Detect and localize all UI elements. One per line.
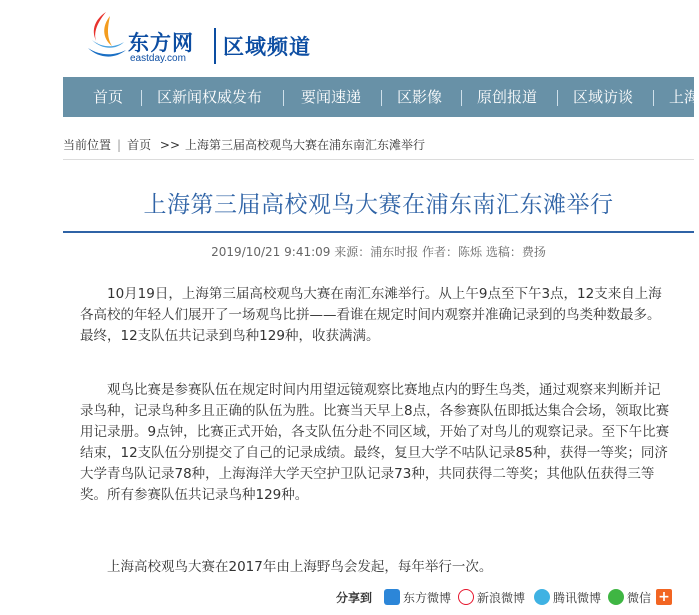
nav-item-shanghai[interactable]: 上海 xyxy=(669,88,699,106)
share-wechat[interactable] xyxy=(608,587,651,607)
nav-item-interviews[interactable]: 区域访谈 xyxy=(573,88,634,106)
nav-item-home[interactable]: 首页 xyxy=(93,88,124,106)
nav-item-headlines[interactable]: 要闻速递 xyxy=(301,88,362,106)
nav-separator xyxy=(141,90,142,106)
nav-separator xyxy=(381,90,382,106)
nav-item-news-release[interactable]: 区新闻权威发布 xyxy=(157,88,263,106)
share-item-label: 东方微博 xyxy=(403,590,452,605)
nav-item-original[interactable]: 原创报道 xyxy=(477,88,538,106)
sina-weibo-icon xyxy=(458,589,474,605)
tencent-weibo-icon xyxy=(534,589,550,605)
article-paragraph: 10月19日，上海第三届高校观鸟大赛在南汇东滩举行。从上午9点至下午3点，12支来自上海各高校的年轻人们展开了一场观鸟比拼——看谁在规定时间内观察并准确记录到的鸟类种数最多。最终，12支队伍共记录到鸟种129种，收获满满。 xyxy=(80,286,662,344)
breadcrumb-divider: | xyxy=(117,138,122,152)
article-title: 上海第三届高校观鸟大赛在浦东南汇东滩举行 xyxy=(143,192,614,218)
share-item-label: 新浪微博 xyxy=(477,590,526,605)
share-item-label: 微信 xyxy=(627,590,652,605)
plus-icon: + xyxy=(656,589,672,605)
article-paragraph: 观鸟比赛是参赛队伍在规定时间内用望远镜观察比赛地点内的野生鸟类，通过观察来判断并记录鸟种，记录鸟种多且正确的队伍为胜。比赛当天早上8点，各参赛队伍即抵达集合会场，领取比赛用记录册。9点钟，比赛正式开始，各支队伍分赴不同区域，开始了对鸟儿的观察记录。至下午比赛结束，12支队伍分别提交了自己的记录成绩。最终，复旦大学不咕队记录85种，获得一等奖；同济大学青鸟队记录78种，上海海洋大学天空护卫队记录73种，共同获得二等奖；其他队伍获得三等奖。所有参赛队伍共记录鸟种129种。 xyxy=(80,382,670,503)
title-rule xyxy=(63,231,694,233)
site-header xyxy=(0,0,694,76)
eastday-weibo-icon xyxy=(384,589,400,605)
breadcrumb-current[interactable]: 上海第三届高校观鸟大赛在浦东南汇东滩举行 xyxy=(185,138,426,152)
nav-separator xyxy=(653,90,654,106)
share-eastday-weibo[interactable] xyxy=(384,587,451,607)
channel-name: 区域频道 xyxy=(223,35,311,59)
logo-text-cn: 东方网 xyxy=(128,31,194,55)
nav-separator xyxy=(283,90,284,106)
share-label: 分享到 xyxy=(336,591,373,605)
eastday-logo-icon xyxy=(84,10,128,62)
share-item-label: 腾讯微博 xyxy=(553,590,602,605)
breadcrumb-home-link[interactable]: 首页 xyxy=(127,138,152,152)
nav-separator xyxy=(557,90,558,106)
share-tencent-weibo[interactable] xyxy=(534,587,601,607)
breadcrumb xyxy=(63,136,425,153)
breadcrumb-label: 当前位置 xyxy=(63,138,112,152)
logo-divider xyxy=(214,28,216,64)
article-meta: 2019/10/21 9:41:09 来源：浦东时报 作者：陈烁 选稿：费扬 xyxy=(211,245,546,259)
site-logo[interactable] xyxy=(84,10,334,68)
logo-text-en: eastday.com xyxy=(130,53,186,64)
share-sina-weibo[interactable] xyxy=(458,587,525,607)
main-nav xyxy=(63,77,699,117)
article-paragraph: 上海高校观鸟大赛在2017年由上海野鸟会发起，每年举行一次。 xyxy=(107,559,493,575)
breadcrumb-rule xyxy=(63,159,694,160)
share-more-button[interactable] xyxy=(656,587,675,607)
wechat-icon xyxy=(608,589,624,605)
breadcrumb-arrow: >> xyxy=(159,138,181,152)
nav-separator xyxy=(461,90,462,106)
nav-item-images[interactable]: 区影像 xyxy=(397,88,443,106)
